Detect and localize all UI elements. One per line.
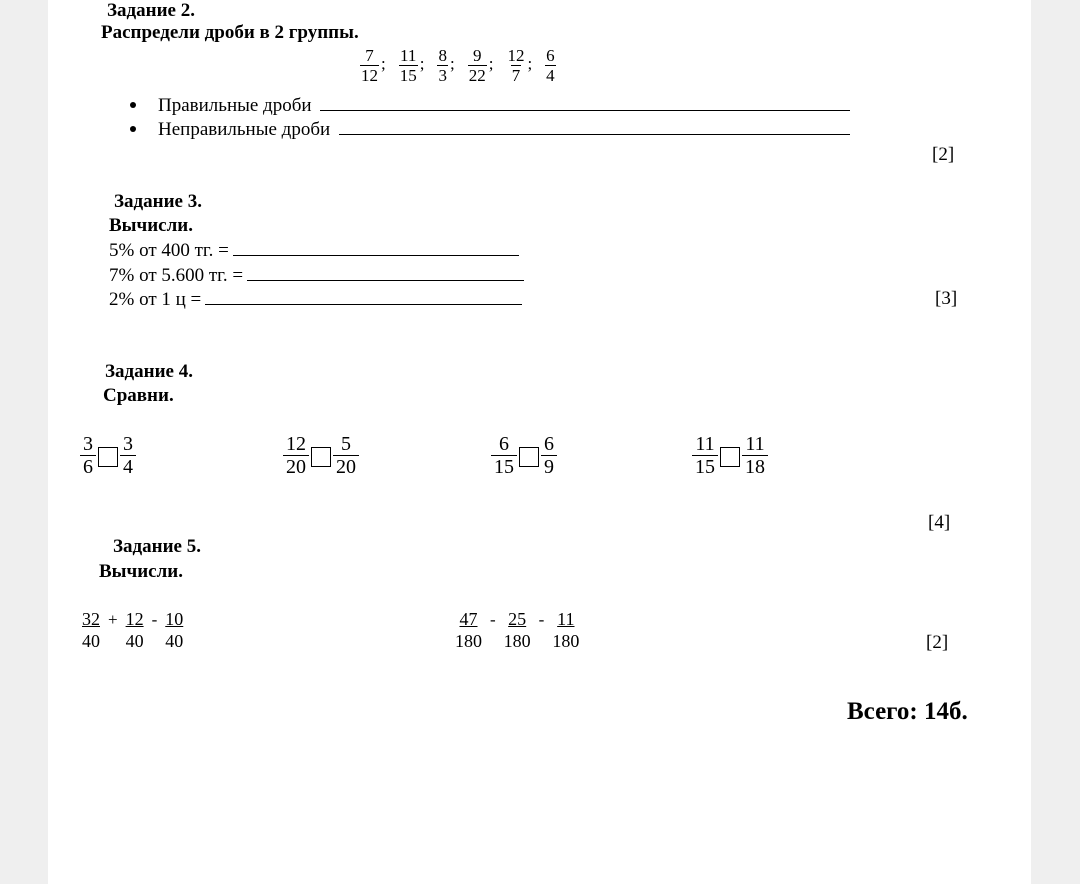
total-score: Всего: 14б. — [847, 698, 968, 725]
separator: ; — [527, 53, 533, 73]
answer-line-proper[interactable] — [320, 94, 850, 111]
task2-title: Задание 2. — [107, 0, 195, 21]
compare-box[interactable] — [519, 447, 539, 467]
task3-line-2 — [109, 264, 524, 287]
compare-pair-1: $\frac{3}{6}$ $\frac{3}{4}$ — [80, 433, 136, 478]
fraction: $\frac{8}{3}$ — [438, 46, 447, 85]
task4-score: [4] — [928, 512, 951, 533]
compare-pair-3: $\frac{6}{15}$ $\frac{6}{9}$ — [491, 433, 557, 478]
task2-instruction: Распредели дроби в 2 группы. — [101, 22, 359, 43]
group-improper-row — [130, 118, 850, 141]
group-proper-row — [130, 94, 850, 117]
document-page — [48, 0, 1031, 884]
task3-title: Задание 3. — [114, 191, 202, 212]
task2-score: [2] — [932, 144, 955, 165]
group-improper-label: Неправильные дроби — [158, 119, 331, 140]
task3-expression: 5% от 400 тг. = — [109, 240, 229, 261]
answer-line[interactable] — [247, 264, 524, 281]
fraction: $\frac{7}{12}$ — [361, 46, 378, 85]
separator: ; — [419, 53, 425, 73]
task5-title: Задание 5. — [113, 536, 201, 557]
task3-expression: 2% от 1 ц = — [109, 289, 202, 310]
compare-pair-2: $\frac{12}{20}$ $\frac{5}{20}$ — [283, 433, 359, 478]
task5-instruction: Вычисли. — [99, 561, 183, 582]
task3-score: [3] — [935, 288, 958, 309]
task3-instruction: Вычисли. — [109, 215, 193, 236]
task3-line-1 — [109, 239, 519, 262]
compare-pair-4: $\frac{11}{15}$ $\frac{11}{18}$ — [692, 433, 768, 478]
answer-line-improper[interactable] — [339, 118, 850, 135]
separator: ; — [488, 53, 494, 73]
task3-expression: 7% от 5.600 тг. = — [109, 265, 244, 286]
fraction: $\frac{6}{4}$ — [546, 46, 555, 85]
task5-score: [2] — [926, 632, 949, 653]
bullet-icon — [130, 126, 136, 132]
task4-instruction: Сравни. — [103, 385, 174, 406]
task2-fraction-list — [360, 46, 556, 85]
group-proper-label: Правильные дроби — [158, 95, 312, 116]
fraction: $\frac{9}{22}$ — [468, 46, 486, 85]
task5-expression-1: $\frac{32}{40}$ + $\frac{12}{40}$ - $\frac{10}{40}$ — [82, 609, 184, 651]
compare-box[interactable] — [720, 447, 740, 467]
task3-line-3 — [109, 288, 522, 311]
compare-box[interactable] — [98, 447, 118, 467]
bullet-icon — [130, 102, 136, 108]
task4-title: Задание 4. — [105, 361, 193, 382]
fraction: $\frac{11}{15}$ — [399, 46, 417, 85]
separator: ; — [381, 53, 386, 73]
compare-box[interactable] — [311, 447, 331, 467]
separator: ; — [449, 53, 455, 73]
fraction: $\frac{12}{7}$ — [507, 46, 525, 85]
answer-line[interactable] — [205, 288, 522, 305]
answer-line[interactable] — [233, 239, 519, 256]
task5-expression-2: $\frac{47}{180}$ - $\frac{25}{180}$ - $\frac{11}{180}$ — [455, 609, 580, 651]
